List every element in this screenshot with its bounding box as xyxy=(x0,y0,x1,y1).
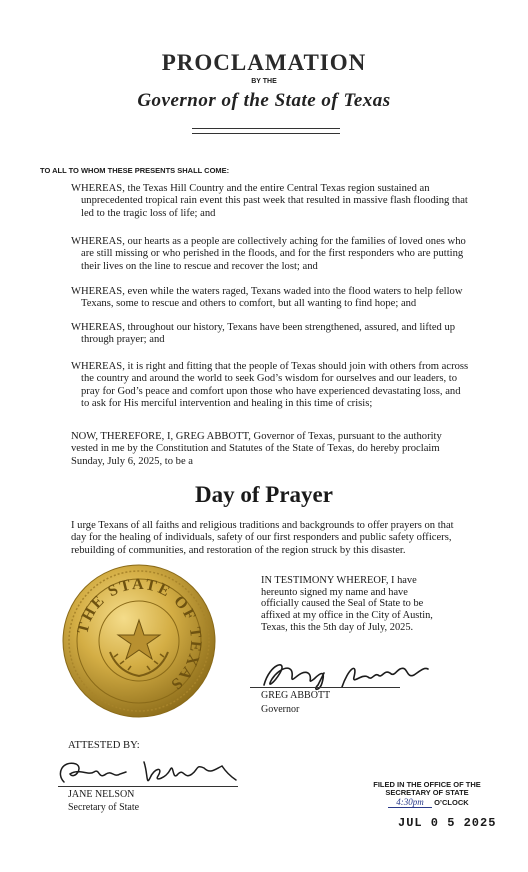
filing-oclock: O’CLOCK xyxy=(434,798,469,807)
office-title: Governor of the State of Texas xyxy=(137,90,391,111)
secretary-name: JANE NELSON xyxy=(68,789,135,800)
whereas-clause-3: WHEREAS, even while the waters raged, Texans waded into the flood waters to help fellow Texans, some to rescue and others to comfort, but all wanting to find hope; and xyxy=(71,286,463,310)
header-rule-bottom xyxy=(192,133,340,134)
whereas-clause-5: WHEREAS, it is right and fitting that the people of Texas should join with others from across the country and around the world to seek God’s wisdom for ourselves and our leaders, to pray for God’s peace and comfort upon those who have experienced devastating loss, and to ask for His merciful intervention and healing in this time of crisis; xyxy=(71,361,469,410)
now-therefore-clause: NOW, THEREFORE, I, GREG ABBOTT, Governor of Texas, pursuant to the authority vested in me by the Constitution and Statutes of the State of Texas, do hereby proclaim Sunday, July 6, 2025, to be a xyxy=(71,431,442,467)
secretary-title: Secretary of State xyxy=(68,802,140,813)
governor-signature-line xyxy=(250,687,400,688)
filing-date: JUL 0 5 2025 xyxy=(398,816,497,830)
filing-stamp-line2: SECRETARY OF STATE xyxy=(385,788,469,797)
seal-text: THE STATE OF TEXAS xyxy=(74,575,205,694)
filing-time: 4:30pm xyxy=(388,797,432,808)
whereas-clause-4: WHEREAS, throughout our history, Texans have been strengthened, assured, and lifted up through prayer; and xyxy=(71,322,456,346)
secretary-signature-line xyxy=(58,786,238,787)
proclamation-heading: Day of Prayer xyxy=(195,482,333,507)
document-title: PROCLAMATION xyxy=(161,50,367,75)
governor-name: GREG ABBOTT xyxy=(261,690,331,701)
governor-title: Governor xyxy=(261,704,300,715)
attested-label: ATTESTED BY: xyxy=(68,740,140,751)
header-rule-top xyxy=(192,128,340,129)
governor-signature xyxy=(258,655,433,695)
byline: BY THE xyxy=(251,78,277,85)
state-seal xyxy=(60,562,218,720)
testimony-paragraph: IN TESTIMONY WHEREOF, I have hereunto signed my name and have officially caused the Seal of State to be affixed at my office in the City of Austin, Texas, this the 5th day of July, 2025. xyxy=(261,575,433,633)
whereas-clause-2: WHEREAS, our hearts as a people are collectively aching for the families of loved ones who are still missing or who perished in the floods, and for the first responders who are putting their lives on the line to rescue and recover the lost; and xyxy=(71,236,466,272)
filing-time-row xyxy=(388,797,508,808)
whereas-clause-1: WHEREAS, the Texas Hill Country and the entire Central Texas region sustained an unprecedented tropical rain event this past week that resulted in massive flash flooding that led to the tragic loss of life; and xyxy=(71,183,468,219)
filing-stamp-line1: FILED IN THE OFFICE OF THE xyxy=(373,780,481,789)
filing-stamp-header xyxy=(356,781,498,797)
urge-paragraph: I urge Texans of all faiths and religious traditions and backgrounds to offer prayers on that day for the healing of individuals, safety of our first responders and public safety officers, rebuilding of communities, and restoration of the region struck by this disaster. xyxy=(71,520,454,556)
salutation: TO ALL TO WHOM THESE PRESENTS SHALL COME: xyxy=(40,166,230,175)
